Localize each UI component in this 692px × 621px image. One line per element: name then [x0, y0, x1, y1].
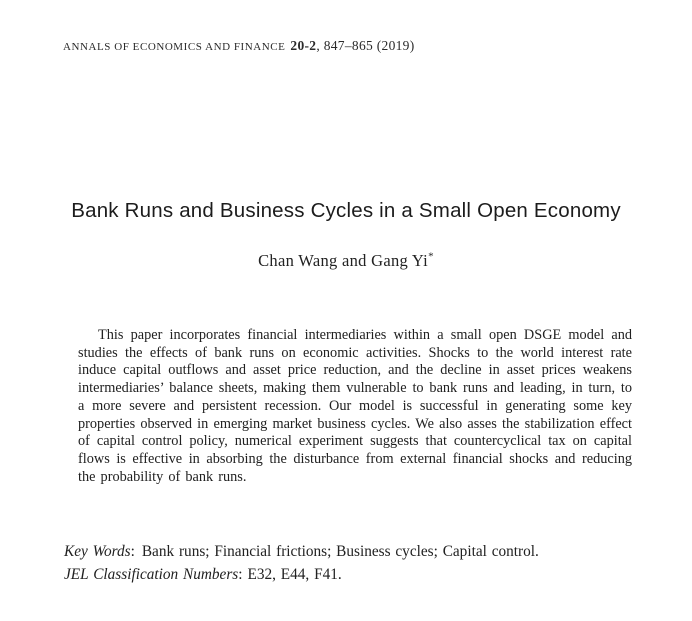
authors-line: [0, 251, 692, 271]
author-footnote-marker: *: [428, 250, 434, 263]
journal-volume-issue: 20-2: [290, 38, 317, 53]
jel-label: JEL Classification Numbers: [64, 565, 239, 583]
journal-header: [63, 38, 415, 54]
author-names: Chan Wang and Gang Yi: [258, 251, 429, 270]
keywords-text: Bank runs; Financial frictions; Business cycles; Capital control.: [141, 543, 539, 560]
paper-title: Bank Runs and Business Cycles in a Small Open Economy: [71, 199, 621, 222]
keywords-colon: :: [130, 543, 135, 560]
keywords-block: [64, 541, 660, 586]
jel-colon: :: [238, 565, 243, 583]
keywords-label: Key Words: [64, 543, 131, 560]
abstract-text: This paper incorporates financial intermediaries within a small open DSGE model and studies the effects of bank runs on economic activities. Shocks to the world interest rate induce capital outflows and asset price reduction, and the decline in asset prices weakens intermediaries’ balance sheets, making them vulnerable to bank runs and leading, in turn, to a more severe and persistent recession. Our model is successful in generating some key properties observed in emerging market business cycles. We also asses the stabilization effect of capital control policy, numerical experiment suggests that countercyclical tax on capital flows is effective in absorbing the disturbance from external financial shocks and reducing the probability of bank runs.: [78, 327, 632, 485]
jel-text: E32, E44, F41.: [247, 565, 342, 583]
journal-pages-year: , 847–865 (2019): [316, 38, 415, 53]
jel-line: [64, 564, 660, 587]
journal-name: ANNALS OF ECONOMICS AND FINANCE: [63, 41, 286, 53]
keywords-line: [64, 541, 660, 564]
